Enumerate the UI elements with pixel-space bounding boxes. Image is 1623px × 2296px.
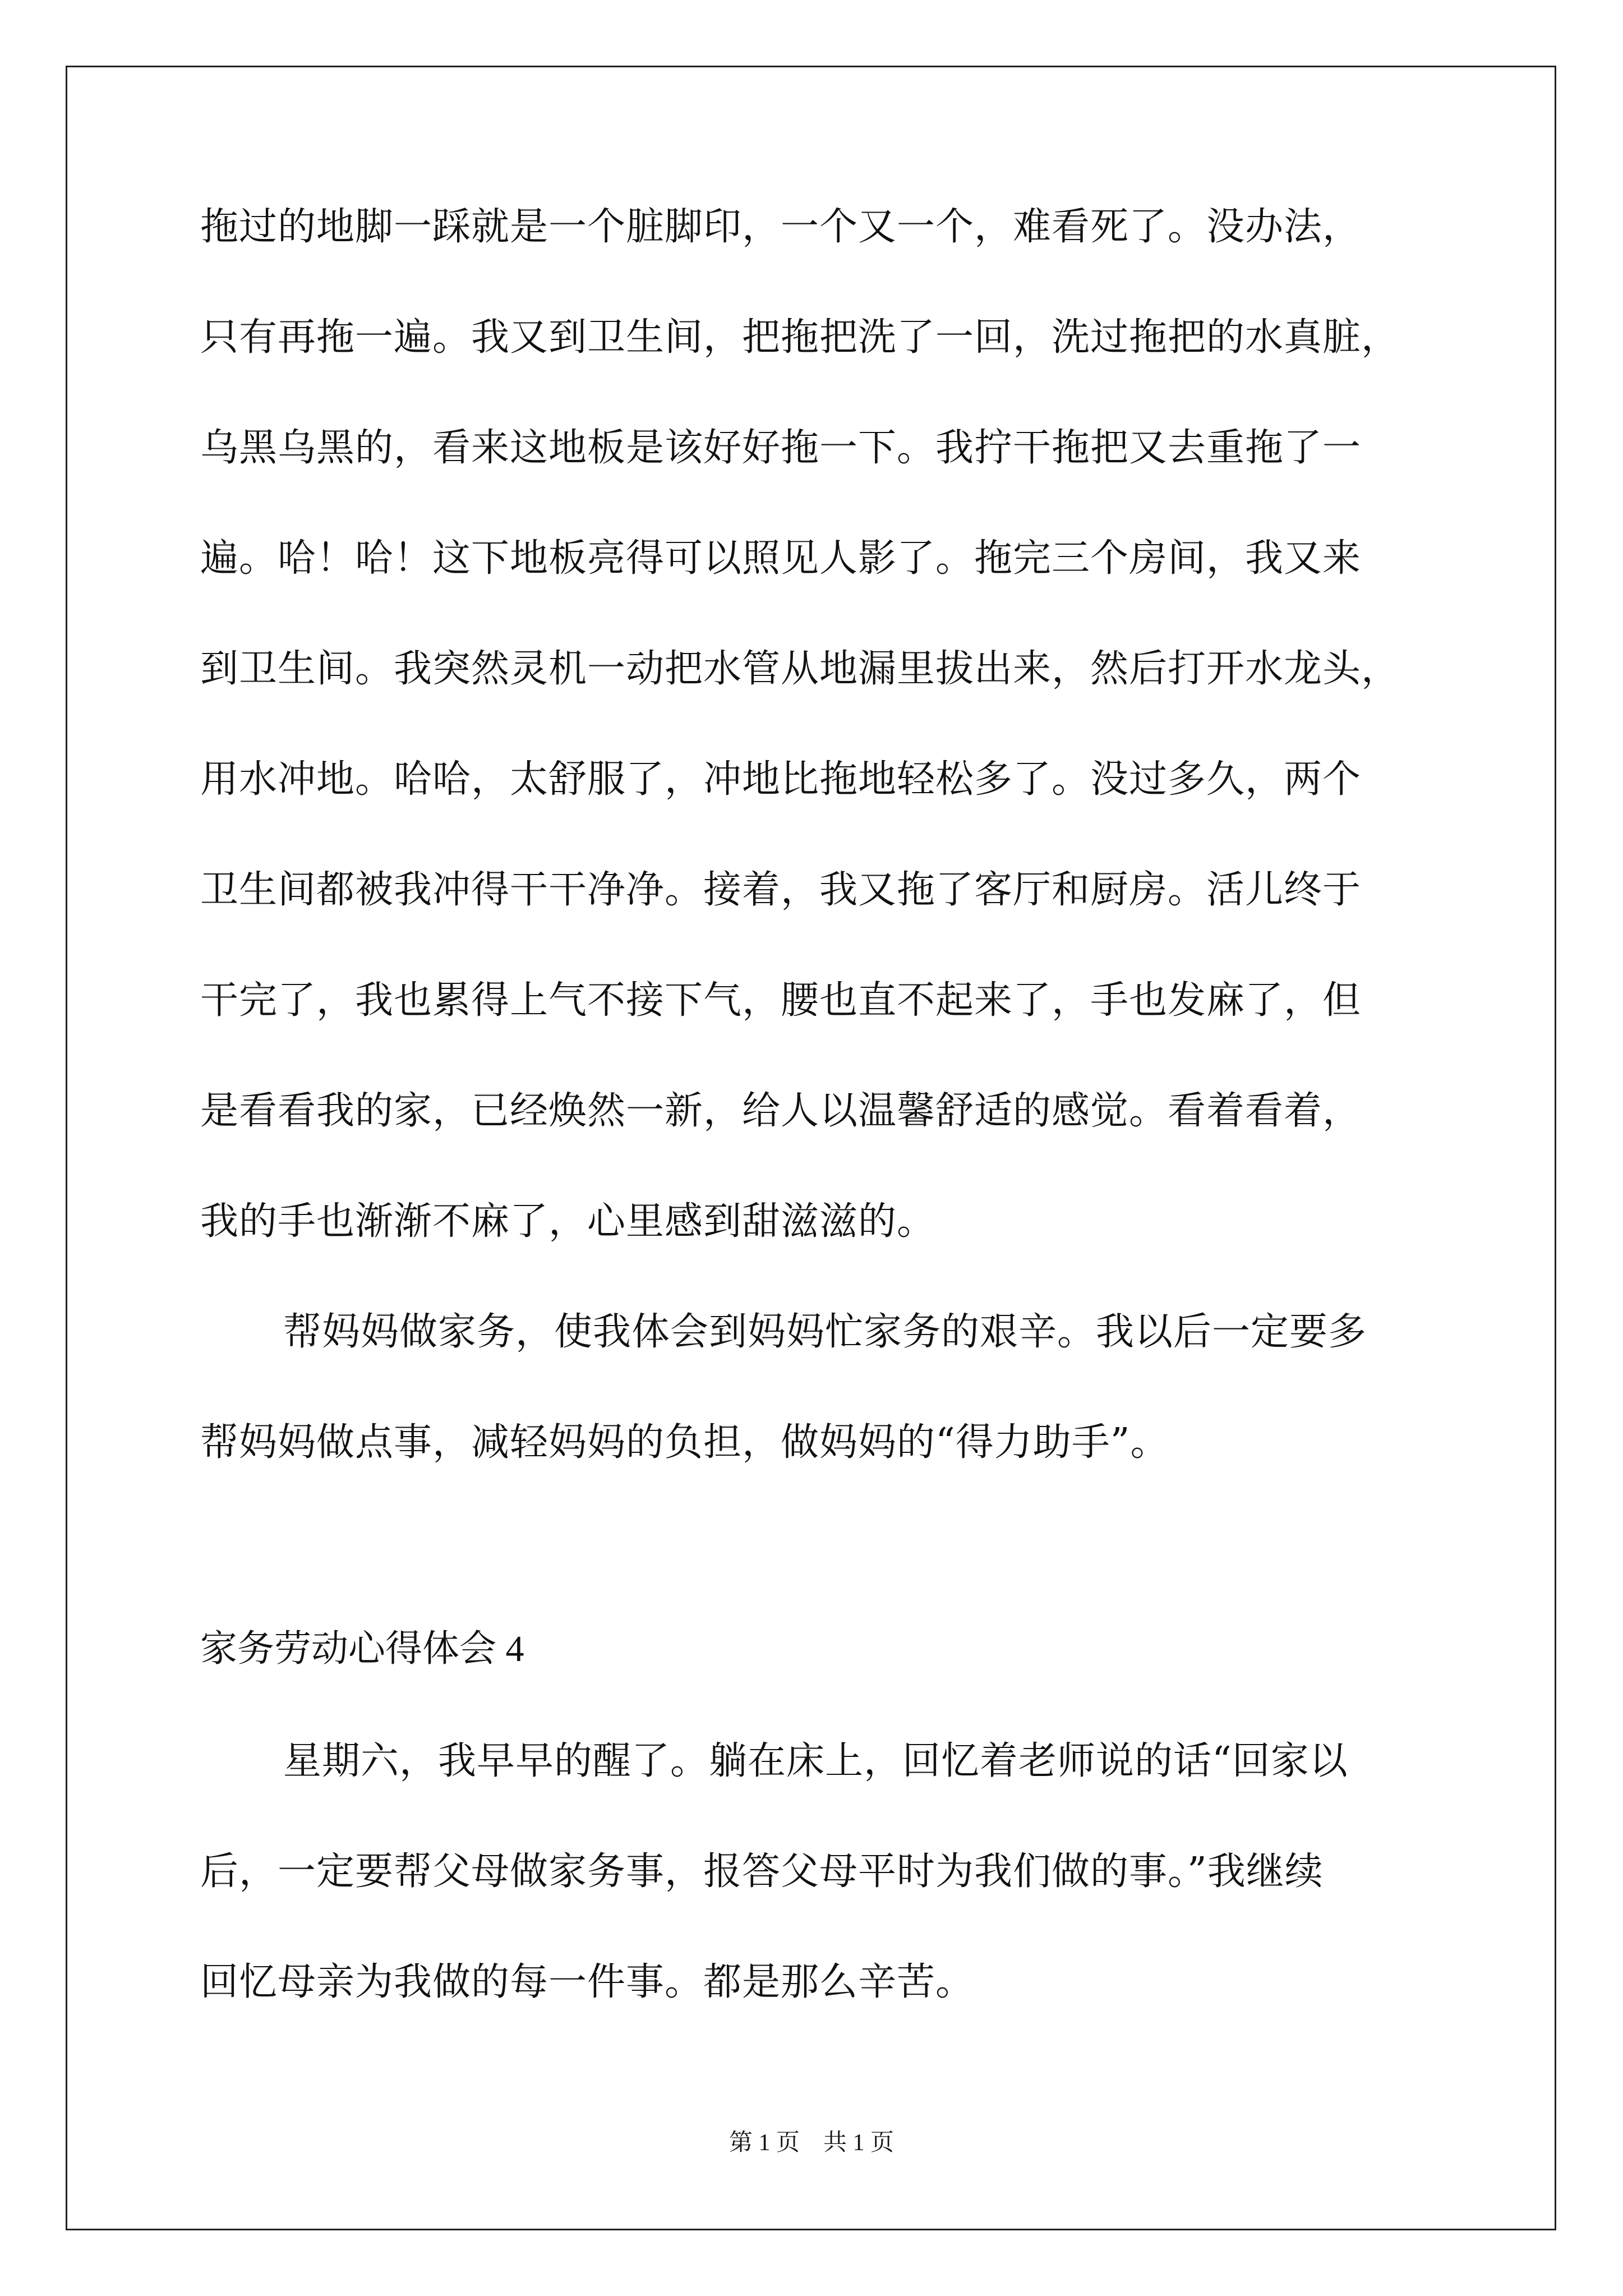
paragraph-line: 遍。哈！哈！这下地板亮得可以照见人影了。拖完三个房间，我又来 — [200, 536, 1362, 581]
paragraph-line: 干完了，我也累得上气不接下气，腰也直不起来了，手也发麻了，但 — [200, 978, 1362, 1023]
paragraph-line: 我的手也渐渐不麻了，心里感到甜滋滋的。 — [200, 1199, 936, 1244]
paragraph-line: 帮妈妈做家务，使我体会到妈妈忙家务的艰辛。我以后一定要多 — [283, 1310, 1367, 1354]
paragraph-line: 卫生间都被我冲得干干净净。接着，我又拖了客厅和厨房。活儿终于 — [200, 868, 1362, 912]
paragraph-line: 用水冲地。哈哈，太舒服了，冲地比拖地轻松多了。没过多久，两个 — [200, 757, 1362, 802]
paragraph-line: 星期六，我早早的醒了。躺在床上，回忆着老师说的话“回家以 — [283, 1739, 1348, 1783]
paragraph-line: 只有再拖一遍。我又到卫生间，把拖把洗了一回，洗过拖把的水真脏， — [200, 315, 1400, 360]
paragraph-line: 回忆母亲为我做的每一件事。都是那么辛苦。 — [200, 1960, 975, 2004]
paragraph-line: 到卫生间。我突然灵机一动把水管从地漏里拔出来，然后打开水龙头， — [200, 647, 1400, 691]
paragraph-line: 是看看我的家，已经焕然一新，给人以温馨舒适的感觉。看着看着， — [200, 1089, 1362, 1133]
paragraph-line: 拖过的地脚一踩就是一个脏脚印，一个又一个，难看死了。没办法， — [200, 205, 1362, 249]
paragraph-line: 帮妈妈做点事，减轻妈妈的负担，做妈妈的“得力助手”。 — [200, 1420, 1169, 1465]
page-footer: 第 1 页 共 1 页 — [728, 2130, 894, 2156]
section-heading: 家务劳动心得体会 4 — [200, 1628, 524, 1669]
paragraph-line: 后，一定要帮父母做家务事，报答父母平时为我们做的事。”我继续 — [200, 1849, 1324, 1894]
paragraph-line: 乌黑乌黑的，看来这地板是该好好拖一下。我拧干拖把又去重拖了一 — [200, 426, 1362, 470]
page-border — [66, 66, 1556, 2230]
